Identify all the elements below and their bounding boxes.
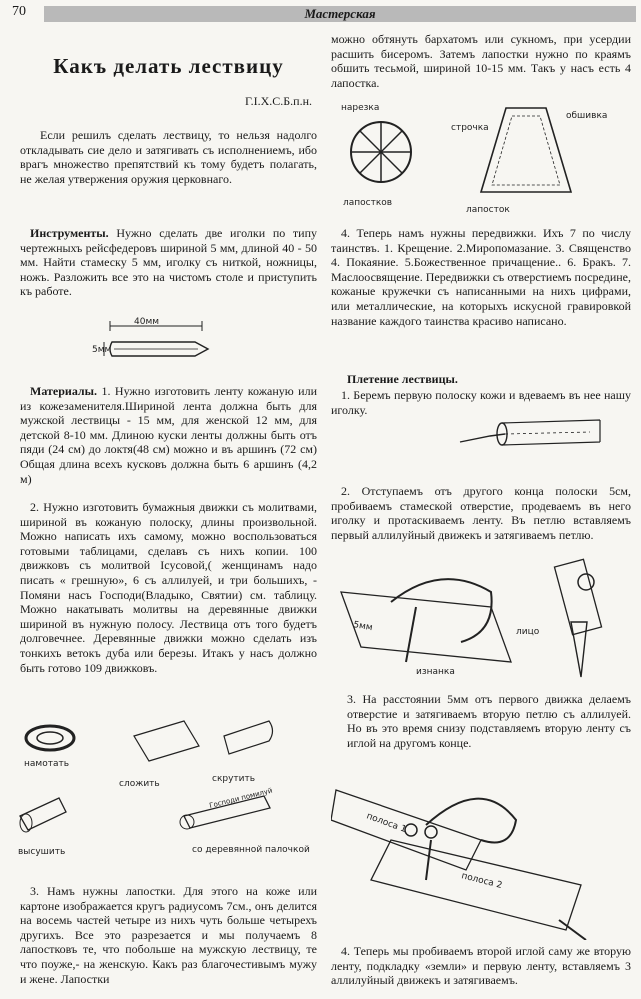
needle-in-strip-sketch [450,412,610,462]
tools-text: Нужно сделать две иголки по типу чертежныхъ рейсфедеровъ шириной 5 мм, длиной 40 - 50 мм. Найти стамеску 5 мм, иголку съ ниткой, ножницы, ножъ. Разложить все это на чистомъ столе и приступить къ работе. [20,226,317,299]
label-strip-2: полоса 2 [460,871,504,891]
loop-sketch [331,552,631,692]
author: Г.I.Х.С.Б.п.н. [245,94,312,108]
label-strip-1: полоса 1 [364,811,408,836]
label-face: лицо [516,627,540,637]
lapostki-sketch [331,90,631,225]
prayer-strip-sketches [14,716,314,866]
needle-sketch [90,312,210,382]
materials-text-1: 1. Нужно изготовить ленту кожаную или из кожезаменителя.Шириной лента должна быть для мужской лествицы - 15 мм, для женской 12 мм, для детской 8-10 мм. Длиною куски ленты должны быть отъ пяди (24 см) до локтя(48 см) можно и въ аршинъ (72 см) Общая длина всехъ кусковъ должна быть 6 аршинъ (4,2 м) [20,384,317,486]
lapostki-paragraph-left: 3. Намъ нужны лапостки. Для этого на коже или картоне изображается кругъ радиусомъ 7см., онъ делится на восемь частей четыре из нихъ чуть больше четырехъ другихъ. Все это разрезается и мы получаемъ 8 лапостковъ те, что побольше на мужскую лествицу, те что поуже,- на женскую. Какъ раз благочестивымъ мужу и жене. Лапостки [20,884,317,986]
label-5mm: 5мм [352,620,374,634]
weaving-step-1: 1. Беремъ первую полоску кожи и вдеваемъ въ нее нашу иголку. [331,388,631,417]
weaving-step-3-first-line [347,692,631,750]
weaving-heading [347,372,631,387]
label-fold: сложить [119,779,160,789]
peredvizhki-paragraph: 4. Теперь намъ нужны передвижки. Ихъ 7 по числу таинствъ. 1. Крещение. 2.Миропомазание. 3. Священство 4. Покаяние. 5.Божественное причащение.. 6. Бракъ. 7. Маслоосвящение. Передвижки съ отверстиемъ посредине, кожаные кружечки съ написанными на нихъ цифрами, или металлические, на которыхъ искусной гравировкой название каждого таинства красиво написано. [331,226,631,328]
label-stitch: строчка [451,123,489,133]
tools-heading: Инструменты. [30,226,109,240]
needle-width-label: 5мм [92,345,112,355]
label-prayer: Господи помилуй [208,786,274,810]
page-number: 70 [12,4,26,19]
label-roll: скрутить [212,774,256,784]
label-back: изнанка [416,667,455,677]
weaving-heading-text: Плетение лествицы. [347,372,458,386]
label-dry: высушить [18,847,66,857]
label-lapostok: лапосток [466,205,510,215]
lapostki-paragraph-right: можно обтянуть бархатомъ или сукномъ, при усердии расшить бисеромъ. Затемъ лапостки нужно по краямъ обшить тесьмой, шириной 10-15 мм. Такъ у насъ есть 4 лапостка. [331,32,631,90]
label-cut: нарезка [341,103,380,113]
section-title: Мастерская [44,6,636,22]
weaving-step-4: 4. Теперь мы пробиваемъ второй иглой саму же вторую ленту, подкладку «земли» и первую ленту, вставляемъ 3 аллилуйный движекъ и затягиваемъ. [331,944,631,988]
article-title: Какъ делать лествицу [53,54,284,78]
label-wind: намотать [24,759,69,769]
page-header [8,4,633,22]
two-strips-sketch [331,770,631,940]
materials-heading: Материалы. [30,384,98,398]
needle-length-label: 40мм [134,317,160,327]
weaving-step-3-text: 3. На расстоянии 5мм отъ первого движка делаемъ отверстие и затягиваемъ вторую петлю съ аллилуей. Но въ это время снизу подставляемъ вторую ленту съ иглой на другомъ конце. [347,692,631,750]
label-wooden: со деревянной палочкой [192,845,310,855]
label-trim: обшивка [566,111,608,121]
intro-paragraph: Если решилъ сделать лествицу, то нельзя надолго откладывать сие дело и затягивать съ исполнениемъ, ибо врагъ множество препятствий къ тому будетъ полагать, не желая утвержения оружия церковнаго. [20,128,317,186]
weaving-step-2: 2. Отступаемъ отъ другого конца полоски 5см, пробиваемъ стамеской отверстие, продеваемъ въ него иголку и протаскиваемъ ленту. Въ петлю вставляемъ первый аллилуйный движекъ и затягиваемъ петлю. [331,484,631,542]
label-lapostkov: лапостков [343,198,393,208]
tools-paragraph [20,226,317,299]
materials-paragraph-2: 2. Нужно изготовить бумажныя движки съ молитвами, шириной въ кожаную полоску, длины произвольной. Можно написать ихъ самому, можно воспользоваться готовыми таблицами, сделавъ съ нихъ копии. 100 движковъ съ молитвой Iсусовой,( женщинамъ надо писать « грешную», 6 съ аллилуей, и три большихъ, - Помяни насъ Господи(Владыко, Святии) см. таблицу. Можно накатывать молитвы на деревянные движки шириной въ нужную полосу. Лествица отъ того будетъ долговечнее. Деревянные движки можно сделать изъ тонкихъ ветокъ дуба или березы. Итакъ у насъ должно быть готово 109 движковъ. [20,500,317,675]
materials-paragraph-1 [20,384,317,486]
